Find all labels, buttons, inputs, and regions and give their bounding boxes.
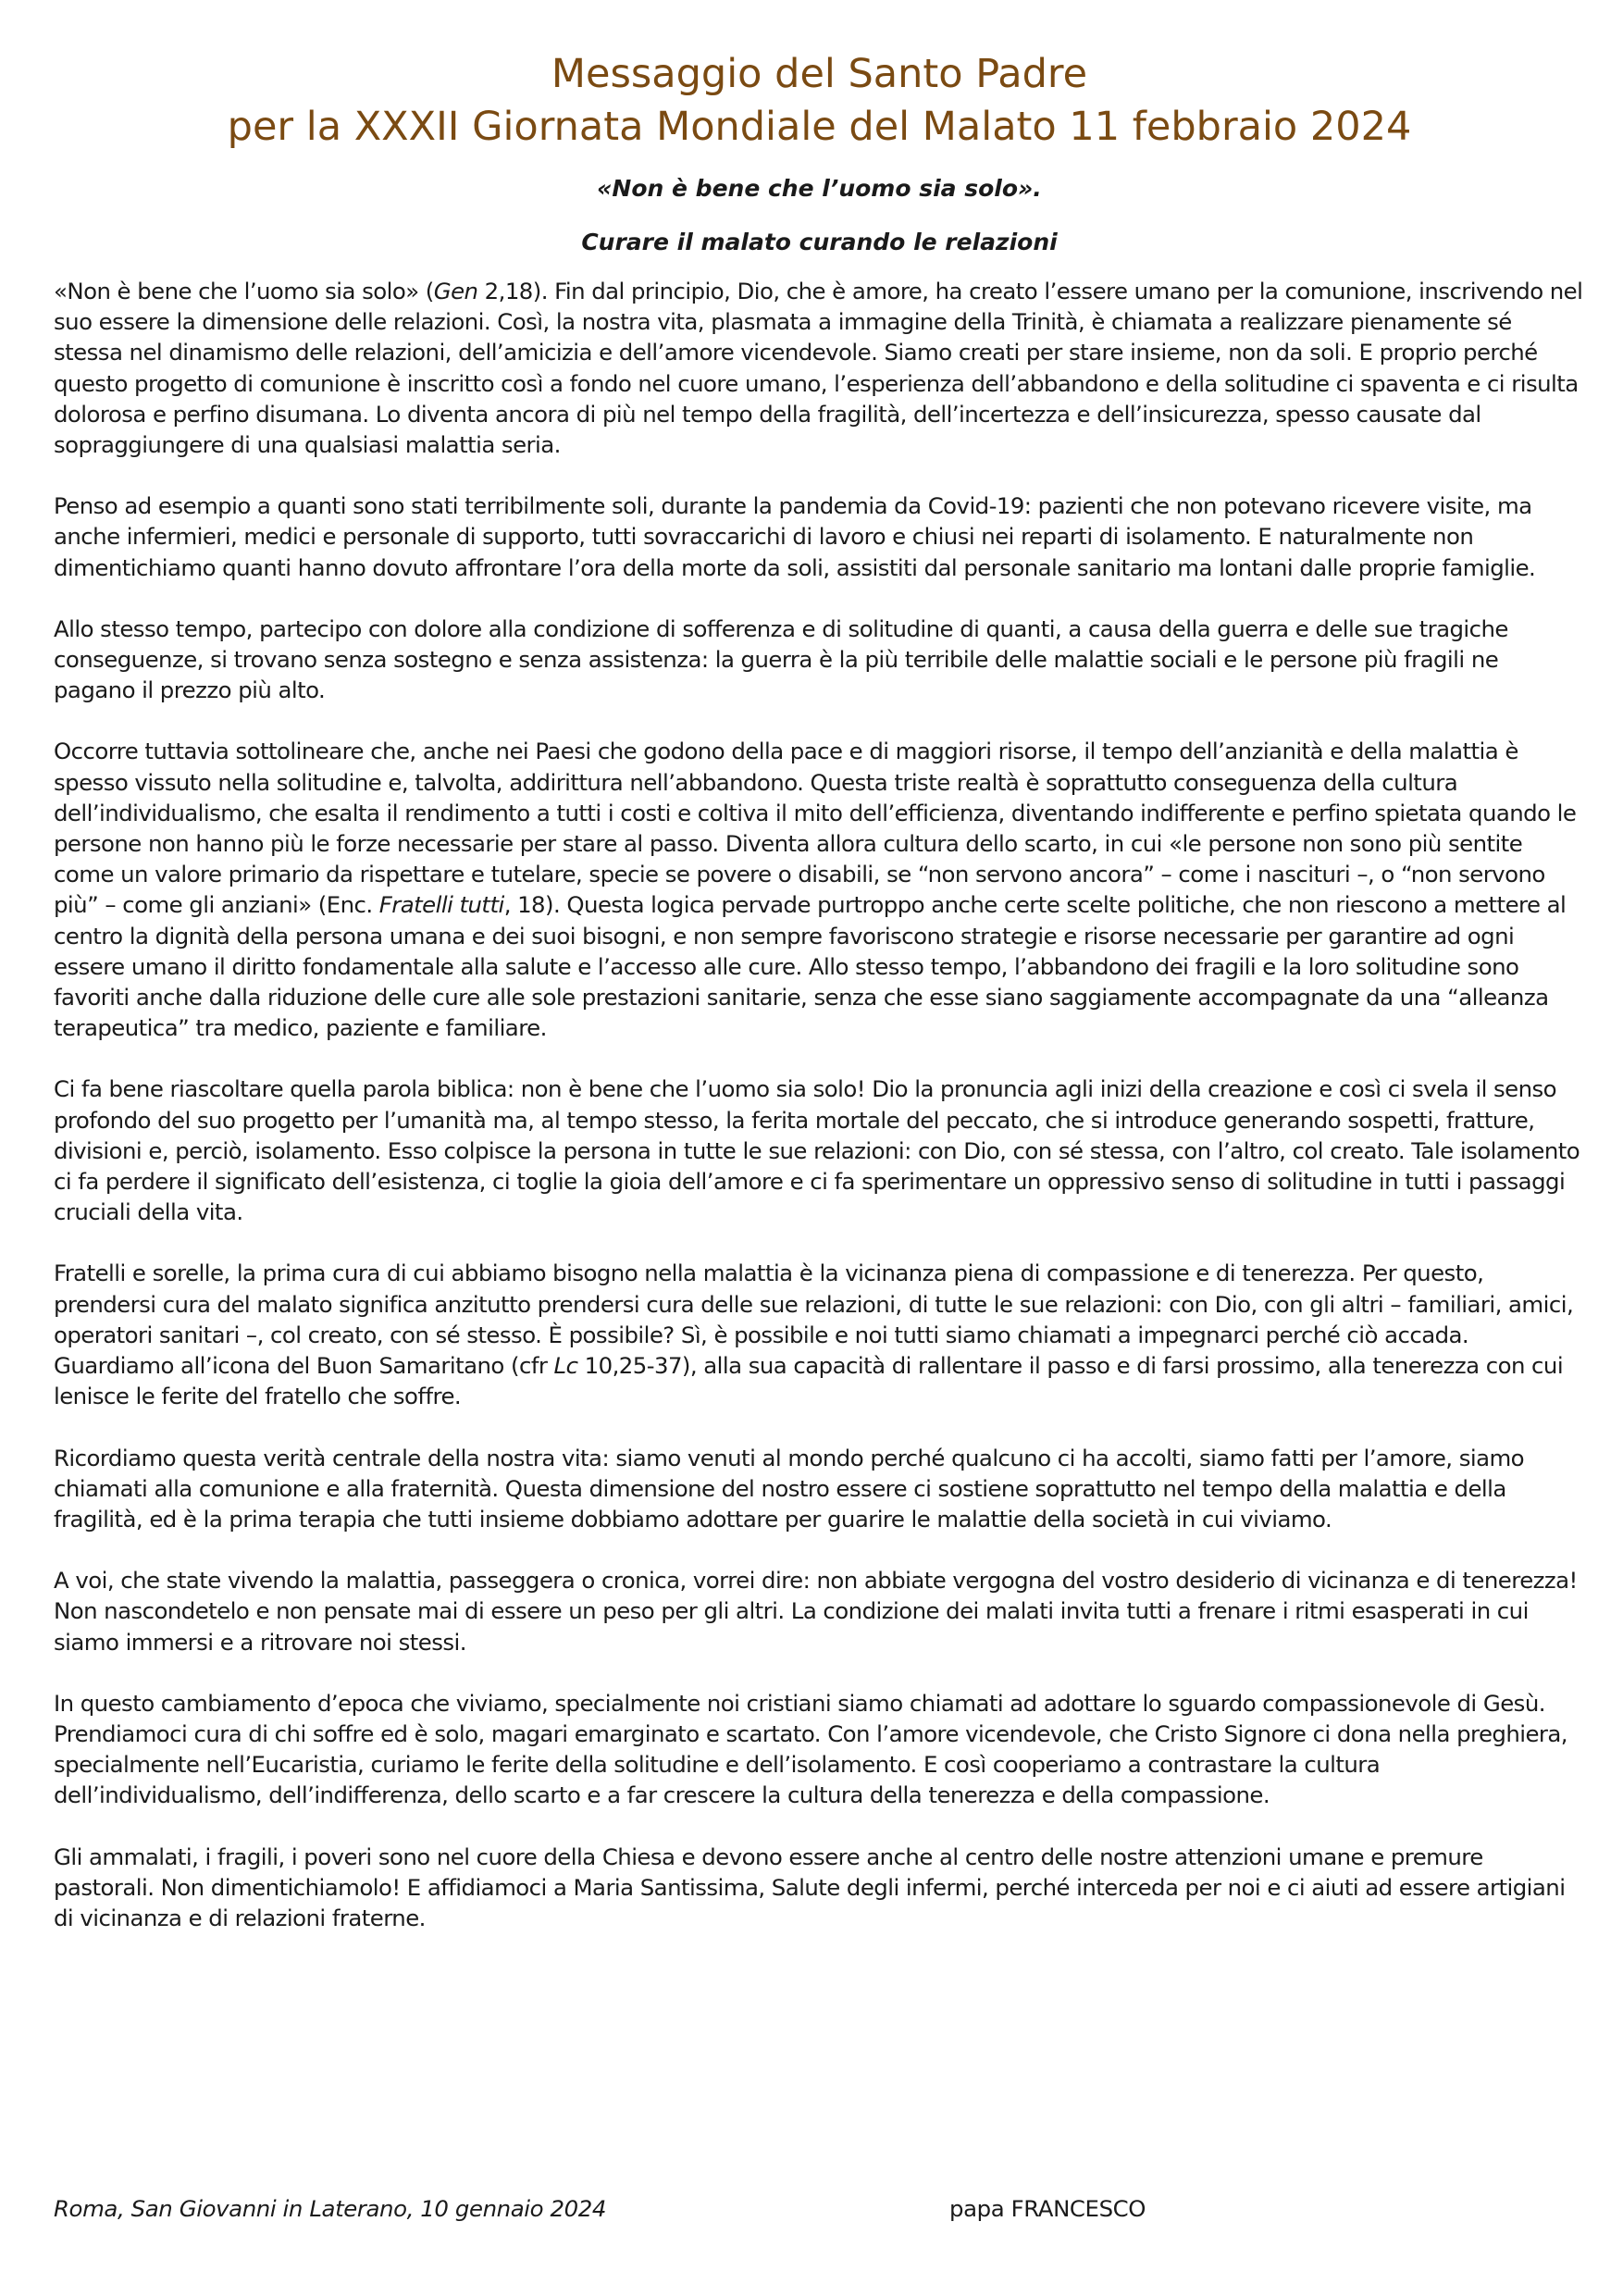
paragraph-text: Allo stesso tempo, partecipo con dolore alla condizione di sofferenza e di solitudine di quanti, a causa della guerra e delle sue tragiche conseguenze, si trovano senza sostegno e senza assistenza: la guerra è la più terribile delle malattie sociali e le persone più fragili ne pagano il prezzo più alto. xyxy=(54,614,1508,704)
body-paragraph xyxy=(54,1688,1585,1811)
theme-subtitle: Curare il malato curando le relazioni xyxy=(581,229,1058,255)
document-page xyxy=(54,48,1585,2222)
body-paragraph xyxy=(54,1842,1585,1934)
body-paragraph xyxy=(54,1443,1585,1535)
paragraph-text: 10,25-37), alla sua capacità di rallentare il passo e di farsi prossimo, alla tenerezza con cui lenisce le ferite del fratello che soffre. xyxy=(54,1352,1564,1410)
title-line-1: Messaggio del Santo Padre xyxy=(551,51,1088,97)
title-line-2: per la XXXII Giornata Mondiale del Malato 11 febbraio 2024 xyxy=(227,104,1412,150)
citation-reference: Fratelli tutti xyxy=(378,891,504,919)
body-paragraph xyxy=(54,1074,1585,1227)
paragraph-text: Fratelli e sorelle, la prima cura di cui abbiamo bisogno nella malattia è la vicinanza piena di compassione e di tenerezza. Per questo, prendersi cura del malato significa anzitutto prendersi cura delle sue relazioni, di tutte le sue relazioni: con Dio, con gli altri – familiari, amici, operatori sanitari –, col creato, con sé stesso. È possibile? Sì, è possibile e noi tutti siamo chiamati a impegnarci perché ciò accada. Guardiamo all’icona del Buon Samaritano (cfr xyxy=(54,1260,1574,1380)
motto-subtitle: «Non è bene che l’uomo sia solo». xyxy=(597,175,1042,202)
paragraph-text: Occorre tuttavia sottolineare che, anche nei Paesi che godono della pace e di maggiori risorse, il tempo dell’anzianità e della malattia è spesso vissuto nella solitudine e, talvolta, addirittura nell’abbandono. Questa triste realtà è soprattutto conseguenza della cultura dell’individualismo, che esalta il rendimento a tutti i costi e coltiva il mito dell’efficienza, diventando indifferente e perfino spietata quando le persone non hanno più le forze necessarie per stare al passo. Diventa allora cultura dello scarto, in cui «le persone non sono più sentite come un valore primario da rispettare e tutelare, specie se povere o disabili, se “non servono ancora” – come i nascituri –, o “non servono più” – come gli anziani» (Enc. xyxy=(54,738,1577,919)
paragraph-text: Penso ad esempio a quanti sono stati terribilmente soli, durante la pandemia da Covid-19: pazienti che non potevano ricevere visite, ma anche infermieri, medici e personale di supporto, tutti sovraccarichi di lavoro e chiusi nei reparti di isolamento. E naturalmente non dimentichiamo quanti hanno dovuto affrontare l’ora della morte da soli, assistiti dal personale sanitario ma lontani dalle proprie famiglie. xyxy=(54,492,1536,581)
paragraph-text: Ricordiamo questa verità centrale della nostra vita: siamo venuti al mondo perché qualcuno ci ha accolti, siamo fatti per l’amore, siamo chiamati alla comunione e alla fraternità. Questa dimensione del nostro essere ci sostiene soprattutto nel tempo della malattia e della fragilità, ed è la prima terapia che tutti insieme dobbiamo adottare per guarire le malattie della società in cui viviamo. xyxy=(54,1444,1525,1533)
paragraph-text: Ci fa bene riascoltare quella parola biblica: non è bene che l’uomo sia solo! Dio la pronuncia agli inizi della creazione e così ci svela il senso profondo del suo progetto per l’umanità ma, al tempo stesso, la ferita mortale del peccato, che si introduce generando sospetti, fratture, divisioni e, perciò, isolamento. Esso colpisce la persona in tutte le sue relazioni: con Dio, con sé stessa, con l’altro, col creato. Tale isolamento ci fa perdere il significato dell’esistenza, ci toglie la gioia dell’amore e ci fa sperimentare un oppressivo senso di solitudine in tutti i passaggi cruciali della vita. xyxy=(54,1075,1580,1226)
body-paragraph xyxy=(54,1258,1585,1411)
paragraph-text: , 18). Questa logica pervade purtroppo anche certe scelte politiche, che non riescono a mettere al centro la dignità della persona umana e dei suoi bisogni, e non sempre favoriscono strategie e risorse necessarie per garantire ad ogni essere umano il diritto fondamentale alla salute e l’accesso alle cure. Allo stesso tempo, l’abbandono dei fragili e la loro solitudine sono favoriti anche dalla riduzione delle cure alle sole prestazioni sanitarie, senza che esse siano saggiamente accompagnate da una “alleanza terapeutica” tra medico, paziente e familiare. xyxy=(54,891,1567,1042)
body-paragraph xyxy=(54,490,1585,583)
body-paragraph xyxy=(54,614,1585,706)
body-paragraph xyxy=(54,276,1585,460)
citation-reference: Lc xyxy=(553,1352,578,1380)
place-and-date: Roma, San Giovanni in Laterano, 10 gennaio 2024 xyxy=(54,2195,606,2222)
body-paragraph xyxy=(54,736,1585,1043)
body-paragraph xyxy=(54,1565,1585,1657)
paragraph-text: «Non è bene che l’uomo sia solo» ( xyxy=(54,278,434,304)
message-body xyxy=(54,276,1585,1933)
document-title xyxy=(54,48,1585,154)
paragraph-text: A voi, che state vivendo la malattia, passeggera o cronica, vorrei dire: non abbiate vergogna del vostro desiderio di vicinanza e di tenerezza! Non nascondetelo e non pensate mai di essere un peso per gli altri. La condizione dei malati invita tutti a frenare i ritmi esasperati in cui siamo immersi e a ritrovare noi stessi. xyxy=(54,1567,1578,1656)
citation-reference: Gen xyxy=(433,278,478,304)
author-signature: papa FRANCESCO xyxy=(949,2195,1146,2222)
paragraph-text: 2,18). Fin dal principio, Dio, che è amore, ha creato l’essere umano per la comunione, inscrivendo nel suo essere la dimensione delle relazioni. Così, la nostra vita, plasmata a immagine della Trinità, è chiamata a realizzare pienamente sé stessa nel dinamismo delle relazioni, dell’amicizia e dell’amore vicendevole. Siamo creati per stare insieme, non da soli. E proprio perché questo progetto di comunione è inscritto così a fondo nel cuore umano, l’esperienza dell’abbandono e della solitudine ci spaventa e ci risulta dolorosa e perfino disumana. Lo diventa ancora di più nel tempo della fragilità, dell’incertezza e dell’insicurezza, spesso causate dal sopraggiungere di una qualsiasi malattia seria. xyxy=(54,278,1583,459)
paragraph-text: Gli ammalati, i fragili, i poveri sono nel cuore della Chiesa e devono essere anche al centro delle nostre attenzioni umane e premure pastorali. Non dimentichiamolo! E affidiamoci a Maria Santissima, Salute degli infermi, perché interceda per noi e ci aiuti ad essere artigiani di vicinanza e di relazioni fraterne. xyxy=(54,1843,1566,1931)
paragraph-text: In questo cambiamento d’epoca che viviamo, specialmente noi cristiani siamo chiamati ad adottare lo sguardo compassionevole di Gesù. Prendiamoci cura di chi soffre ed è solo, magari emarginato e scartato. Con l’amore vicendevole, che Cristo Signore ci dona nella preghiera, specialmente nell’Eucaristia, curiamo le ferite della solitudine e dell’isolamento. E così cooperiamo a contrastare la cultura dell’individualismo, dell’indifferenza, dello scarto e a far crescere la cultura della tenerezza e della compassione. xyxy=(54,1689,1568,1809)
